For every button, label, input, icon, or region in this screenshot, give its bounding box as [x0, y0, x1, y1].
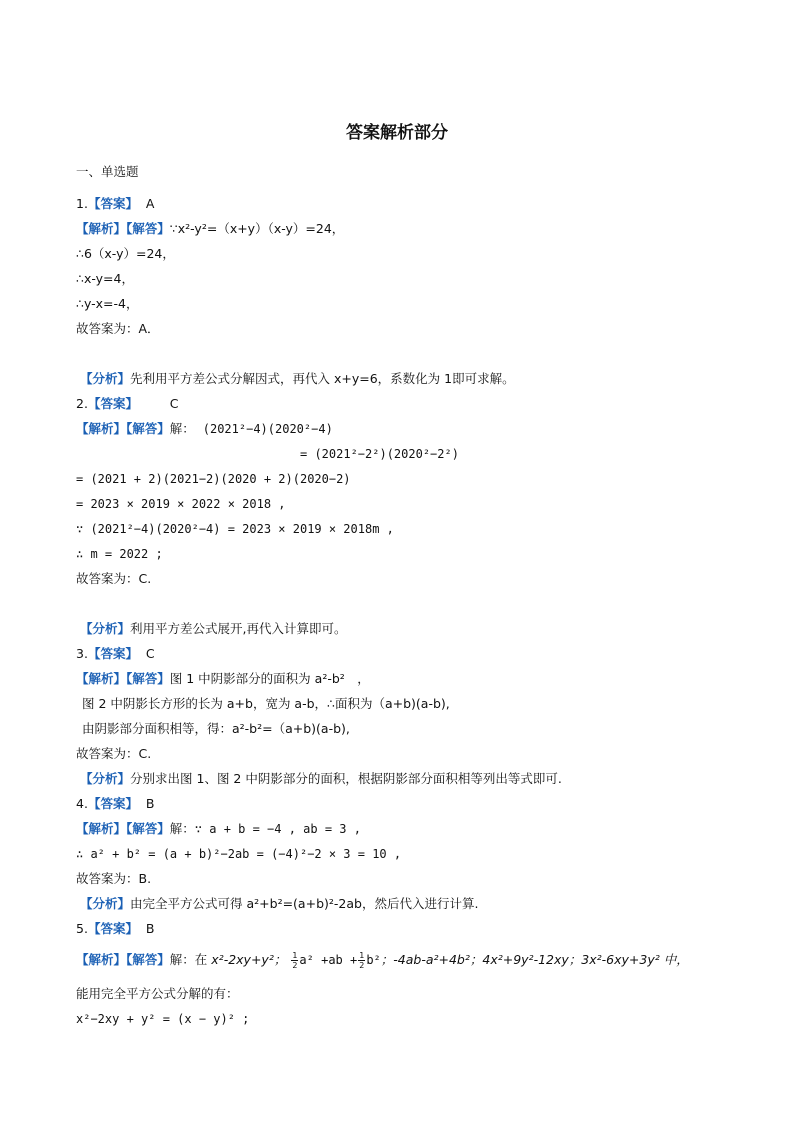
analysis-tag: 【解析】 [76, 221, 127, 236]
analysis-tag: 【解析】 [76, 421, 127, 436]
q3-line-1 [76, 671, 370, 687]
answer-tag: 【答案】 [87, 646, 138, 661]
q1-line-2: ∴6（x-y）=24， [76, 246, 175, 261]
q5-line-1-pre: 解：在 [169, 952, 208, 967]
q4-number: 4. [76, 796, 88, 811]
fenxi-tag: 【分析】 [80, 371, 131, 386]
q5-line-2: 能用完全平方公式分解的有： [76, 986, 239, 1001]
q3-note [80, 771, 562, 787]
q1-note [80, 371, 515, 387]
q5-expr-2a: a² +ab + [299, 953, 358, 967]
q3-line-1-text: 图 1 中阴影部分的面积为 a²-b² ， [169, 671, 370, 686]
q3-line-4: 故答案为：C. [76, 746, 152, 761]
q2-line-1-text: (2021²−4)(2020²−4) [202, 422, 333, 436]
q1-line-5: 故答案为：A． [76, 321, 160, 336]
q5-expr-3: ；-4ab-a²+4b²；4x²+9y²-12xy；3x²-6xy+3y² 中， [380, 952, 689, 967]
q2-line-3: = (2021 + 2)(2021−2)(2020 + 2)(2020−2) [76, 472, 351, 486]
q2-line-4: = 2023 × 2019 × 2022 × 2018 , [76, 497, 286, 511]
solution-tag: 【解答】 [126, 671, 170, 686]
answer-tag: 【答案】 [87, 921, 138, 936]
q4-answer [76, 796, 154, 812]
fenxi-tag: 【分析】 [80, 771, 131, 786]
q1-answer [76, 196, 154, 212]
q4-answer-value: B [145, 796, 155, 811]
analysis-tag: 【解析】 [76, 952, 127, 967]
q4-line-2: ∴ a² + b² = (a + b)²−2ab = (−4)²−2 × 3 = 10 , [76, 847, 402, 861]
q2-number: 2. [76, 396, 88, 411]
q2-line-1 [76, 421, 333, 437]
fraction-denominator: 2 [292, 961, 298, 970]
q2-note-text: 利用平方差公式展开,再代入计算即可。 [130, 621, 347, 636]
section-heading: 一、单选题 [76, 164, 139, 179]
q1-line-3: ∴x-y=4， [76, 271, 134, 286]
fraction-numerator: 1 [359, 951, 365, 960]
q3-note-text: 分别求出图 1、图 2 中阴影部分的面积，根据阴影部分面积相等列出等式即可. [130, 771, 562, 786]
fraction-numerator: 1 [292, 951, 298, 960]
q5-fraction-1 [291, 951, 298, 970]
q4-line-1-pre: 解： [169, 821, 195, 836]
q4-line-1 [76, 821, 361, 837]
q5-expr-2b: b² [366, 953, 381, 967]
q5-fraction-2 [358, 951, 365, 970]
answer-tag: 【答案】 [87, 396, 138, 411]
page-title: 答案解析部分 [346, 123, 448, 143]
answer-tag: 【答案】 [87, 196, 138, 211]
q2-line-6: ∴ m = 2022 ; [76, 547, 163, 561]
solution-tag: 【解答】 [126, 952, 170, 967]
fraction-denominator: 2 [359, 961, 365, 970]
solution-tag: 【解答】 [126, 421, 170, 436]
q5-line-1 [76, 951, 689, 970]
q4-note [80, 896, 478, 912]
q2-note [80, 621, 347, 637]
q2-answer-value: C [169, 396, 179, 411]
q4-line-3: 故答案为：B. [76, 871, 152, 886]
q3-answer-value: C [145, 646, 155, 661]
q2-answer [76, 396, 178, 412]
q2-line-7: 故答案为：C. [76, 571, 152, 586]
q1-line-4: ∴y-x=-4， [76, 296, 139, 311]
q3-line-2: 图 2 中阴影长方形的长为 a+b，宽为 a-b，∴面积为（a+b)(a-b), [82, 696, 450, 711]
q4-line-1-text: ∵ a + b = −4 , ab = 3 , [194, 822, 361, 836]
q1-number: 1. [76, 196, 88, 211]
q3-answer [76, 646, 155, 662]
q2-line-5: ∵ (2021²−4)(2020²−4) = 2023 × 2019 × 2018m , [76, 522, 394, 536]
q2-line-2: = (2021²−2²)(2020²−2²) [300, 447, 459, 461]
q1-answer-value: A [145, 196, 155, 211]
q2-line-1-pre: 解： [169, 421, 195, 436]
analysis-tag: 【解析】 [76, 821, 127, 836]
analysis-tag: 【解析】 [76, 671, 127, 686]
q1-note-text: 先利用平方差公式分解因式，再代入 x+y=6，系数化为 1即可求解。 [130, 371, 515, 386]
q1-line-1 [76, 221, 344, 237]
q5-expr-1: x²-2xy+y²； [211, 952, 287, 967]
q5-answer-value: B [145, 921, 155, 936]
solution-tag: 【解答】 [126, 821, 170, 836]
q5-line-3: x²−2xy + y² = (x − y)² ; [76, 1012, 250, 1026]
fenxi-tag: 【分析】 [80, 896, 131, 911]
answer-tag: 【答案】 [87, 796, 138, 811]
q4-note-text: 由完全平方公式可得 a²+b²=(a+b)²-2ab，然后代入进行计算. [130, 896, 479, 911]
q3-line-3: 由阴影部分面积相等，得：a²-b²=（a+b)(a-b), [82, 721, 350, 736]
q1-line-1-text: ∵x²-y²=（x+y）（x-y）=24， [169, 221, 345, 236]
q5-answer [76, 921, 154, 937]
q3-number: 3. [76, 646, 88, 661]
q5-number: 5. [76, 921, 88, 936]
fenxi-tag: 【分析】 [80, 621, 131, 636]
solution-tag: 【解答】 [126, 221, 170, 236]
